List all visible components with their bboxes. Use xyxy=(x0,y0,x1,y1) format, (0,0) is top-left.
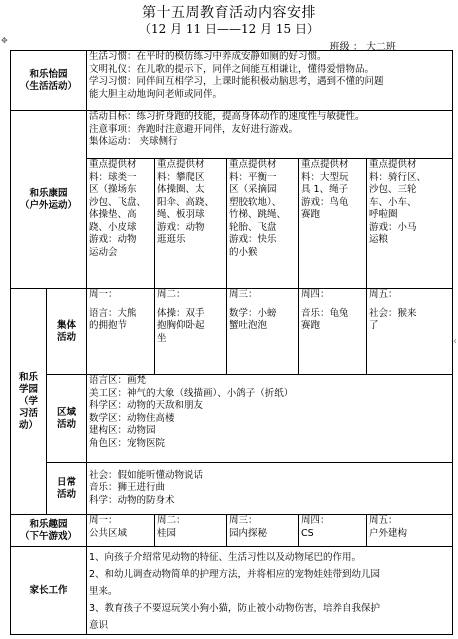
group-day-line: 周五： xyxy=(369,289,398,300)
group-label-line: 集体 xyxy=(57,319,77,331)
area-activity-content xyxy=(87,375,453,463)
area-line: 角色区：宠物医院 xyxy=(89,437,166,449)
daily-label-line: 活动 xyxy=(57,488,77,500)
sports-day-line: 重点提供材 xyxy=(301,159,349,170)
group-day-line: 周三： xyxy=(229,289,258,300)
sports-day-line: 体操圈、太 xyxy=(157,184,205,195)
sports-day-line: 塑胶软地）、 xyxy=(229,196,282,208)
sports-day-line: 阳伞、高跷、 xyxy=(157,196,215,208)
group-day-mon xyxy=(87,289,155,375)
sports-day-tue xyxy=(155,159,227,289)
life-line: 生活习惯：在平时的模仿练习中养成安静如厕的好习惯。 xyxy=(89,51,327,62)
sports-day-line: 游戏：动物 xyxy=(89,234,137,245)
life-content xyxy=(87,51,453,111)
sports-day-line: 料：平衡一 xyxy=(229,171,277,183)
daily-activity-content xyxy=(87,463,453,515)
group-day-line: 周一： xyxy=(89,289,118,300)
group-day-thu xyxy=(299,289,367,375)
sports-day-line: 游戏：鸟龟 xyxy=(301,196,349,208)
sports-day-line: 沙包、飞盘、 xyxy=(89,196,147,208)
sports-day-line: 料：攀爬区 xyxy=(157,171,205,183)
move-handle-icon[interactable]: ✥ xyxy=(1,36,8,45)
area-label-line: 区域 xyxy=(57,406,77,418)
afternoon-day-fri xyxy=(367,515,453,547)
sports-day-line: 重点提供材 xyxy=(369,159,417,170)
study-label-line: （学 xyxy=(18,395,38,407)
parents-row xyxy=(11,547,453,635)
sports-day-line: 游戏：小马 xyxy=(369,221,417,233)
group-day-line: 赛跑 xyxy=(301,320,321,331)
group-day-line: 周二： xyxy=(157,289,186,300)
daily-line: 科学：动物的防身术 xyxy=(89,494,175,506)
afternoon-label-line: （下午游戏） xyxy=(20,530,78,542)
sports-day-wed xyxy=(227,159,299,289)
afternoon-day-wed xyxy=(227,515,299,547)
sports-day-line: 游戏：快乐 xyxy=(229,234,277,245)
daily-activity-row xyxy=(11,463,453,515)
group-day-line: 语言：大熊 xyxy=(89,307,137,319)
sports-day-line: 重点提供材 xyxy=(157,159,205,170)
parents-line: 1、向孩子介绍常见动物的特征、生活习性以及动物尾巴的作用。 xyxy=(89,552,362,563)
group-day-line: 体操：双手 xyxy=(157,307,205,319)
study-label-line: 和乐 xyxy=(18,371,38,383)
sports-label-line: 和乐康园 xyxy=(29,187,68,199)
afternoon-day-line: 周四： xyxy=(301,515,330,526)
sports-goal-row xyxy=(11,111,453,159)
area-label-line: 活动 xyxy=(57,418,77,430)
daily-line: 音乐：狮王进行曲 xyxy=(89,482,166,494)
afternoon-day-tue xyxy=(155,515,227,547)
sports-label xyxy=(11,111,87,289)
page-title: 第十五周教育活动内容安排 xyxy=(142,5,316,21)
sports-day-line: 区（操场东 xyxy=(89,184,137,195)
sports-day-line: 赛跑 xyxy=(301,209,321,220)
afternoon-row xyxy=(11,515,453,547)
sports-day-line: 游戏：动物 xyxy=(157,221,205,233)
group-day-tue xyxy=(155,289,227,375)
group-day-line: 蟹吐泡泡 xyxy=(229,320,268,331)
daily-label-line: 日常 xyxy=(57,476,77,488)
sports-day-line: 料：骑行区、 xyxy=(369,171,427,183)
area-activity-row xyxy=(11,375,453,463)
group-day-line: 社会：猴来 xyxy=(369,307,417,319)
sports-goals xyxy=(87,111,453,159)
afternoon-day-thu xyxy=(299,515,367,547)
area-line: 语言区：画梵 xyxy=(89,375,147,386)
sports-day-line: 体操垫、高 xyxy=(89,209,137,220)
study-label-line: 动） xyxy=(18,419,38,431)
sports-day-line: 沙包、三轮 xyxy=(369,184,417,195)
study-label-line: 习活 xyxy=(18,407,38,419)
parents-line: 2、和幼儿调查动物简单的护理方法，并将相应的宠物娃娃带到幼儿园 xyxy=(89,569,381,580)
resize-handle-icon[interactable]: ‹ xyxy=(453,336,457,347)
area-line: 美工区：神气的大象（线描画）、小鸽子（折纸） xyxy=(89,387,294,399)
group-day-line: 了 xyxy=(369,320,379,331)
afternoon-label-line: 和乐趣园 xyxy=(29,518,68,530)
sports-day-line: 运动会 xyxy=(89,246,118,258)
group-day-line: 周四： xyxy=(301,289,330,300)
group-day-fri xyxy=(367,289,453,375)
sports-day-line: 轮胎、飞盘 xyxy=(229,221,277,233)
area-activity-label xyxy=(47,375,87,463)
parents-line: 意识 xyxy=(89,620,109,631)
study-label xyxy=(11,289,47,515)
group-label-line: 活动 xyxy=(57,331,77,343)
afternoon-day-mon xyxy=(87,515,155,547)
parents-content xyxy=(87,547,453,635)
sports-day-thu xyxy=(299,159,367,289)
life-line: 学习习惯：同伴间互相学习，上课时能积极动脑思考，遇到不懂的问题 xyxy=(89,76,384,87)
afternoon-day-line: 周五： xyxy=(369,515,398,526)
afternoon-day-line: 公共区域 xyxy=(89,527,128,539)
life-label xyxy=(11,51,87,111)
study-label-line: 学园 xyxy=(18,383,38,395)
area-line: 建构区：动物园 xyxy=(89,425,156,436)
sports-day-line: 区（采摘园 xyxy=(229,184,277,195)
sports-day-line: 重点提供材 xyxy=(89,159,137,170)
parents-label: 家长工作 xyxy=(11,547,87,635)
sports-day-line: 的小猴 xyxy=(229,246,258,258)
afternoon-label xyxy=(11,515,87,547)
area-line: 科学区：动物的天敌和朋友 xyxy=(89,400,204,411)
sports-line: 注意事项：奔跑时注意避开同伴，友好进行游戏。 xyxy=(89,123,299,135)
sports-day-line: 运粮 xyxy=(369,234,389,245)
sports-day-line: 跷、小皮球 xyxy=(89,221,137,233)
afternoon-day-line: 周一： xyxy=(89,515,118,526)
afternoon-day-line: CS xyxy=(301,527,314,539)
sports-day-line: 具 1、绳子 xyxy=(301,184,349,195)
group-day-line: 抱胸仰卧起 xyxy=(157,320,205,331)
group-day-line: 音乐：龟兔 xyxy=(301,307,349,319)
group-activity-row xyxy=(11,289,453,375)
date-range: （12 月 11 日——12 月 15 日） xyxy=(139,22,319,36)
parents-line: 里来。 xyxy=(89,586,118,597)
afternoon-day-line: 园内探秘 xyxy=(229,527,268,539)
sports-line: 集体运动： 夹球侧行 xyxy=(89,136,178,147)
life-row xyxy=(11,51,453,111)
sports-day-line: 绳、板羽球 xyxy=(157,209,205,220)
life-line: 文明礼仪：在儿歌的提示下，同伴之间能互相谦让，懂得爱惜物品。 xyxy=(89,63,375,75)
sports-day-line: 重点提供材 xyxy=(229,159,277,170)
daily-line: 社会：假如能听懂动物说话 xyxy=(89,469,204,481)
afternoon-day-line: 周三： xyxy=(229,515,258,526)
afternoon-day-line: 桂园 xyxy=(157,527,177,539)
sports-day-line: 逛逛乐 xyxy=(157,234,186,245)
parents-line: 3、教育孩子不要逗玩笑小狗小猫，防止被小动物伤害，培养自我保护 xyxy=(89,603,381,614)
group-day-line: 的拥抱节 xyxy=(89,320,128,331)
group-day-line: 坐 xyxy=(157,332,167,344)
daily-activity-label xyxy=(47,463,87,515)
sports-label-line: （户外运动） xyxy=(20,199,78,211)
life-line: 能大胆主动地询问老师或同伴。 xyxy=(89,88,223,100)
sports-day-line: 呼啦圈 xyxy=(369,209,398,220)
sports-day-line: 竹梯、跳绳、 xyxy=(229,209,287,220)
life-label-line: （生活活动） xyxy=(20,80,78,92)
sports-day-line: 料：大型玩 xyxy=(301,171,349,183)
afternoon-day-line: 周二： xyxy=(157,515,186,526)
sports-day-line: 车、小车、 xyxy=(369,196,417,208)
afternoon-day-line: 户外建构 xyxy=(369,527,408,539)
life-label-line: 和乐怡园 xyxy=(29,68,68,80)
group-activity-label xyxy=(47,289,87,375)
class-label: 班级 ： 大二班 xyxy=(329,42,396,53)
schedule-table xyxy=(10,50,453,635)
sports-day-mon xyxy=(87,159,155,289)
group-day-wed xyxy=(227,289,299,375)
group-day-line: 数学：小螃 xyxy=(229,307,277,319)
sports-day-line: 料：球类一 xyxy=(89,171,137,183)
area-line: 数学区：动物住高楼 xyxy=(89,412,175,424)
sports-line: 活动目标：练习折身跑的技能，提高身体动作的速度性与敏捷性。 xyxy=(89,111,365,122)
sports-day-fri xyxy=(367,159,453,289)
